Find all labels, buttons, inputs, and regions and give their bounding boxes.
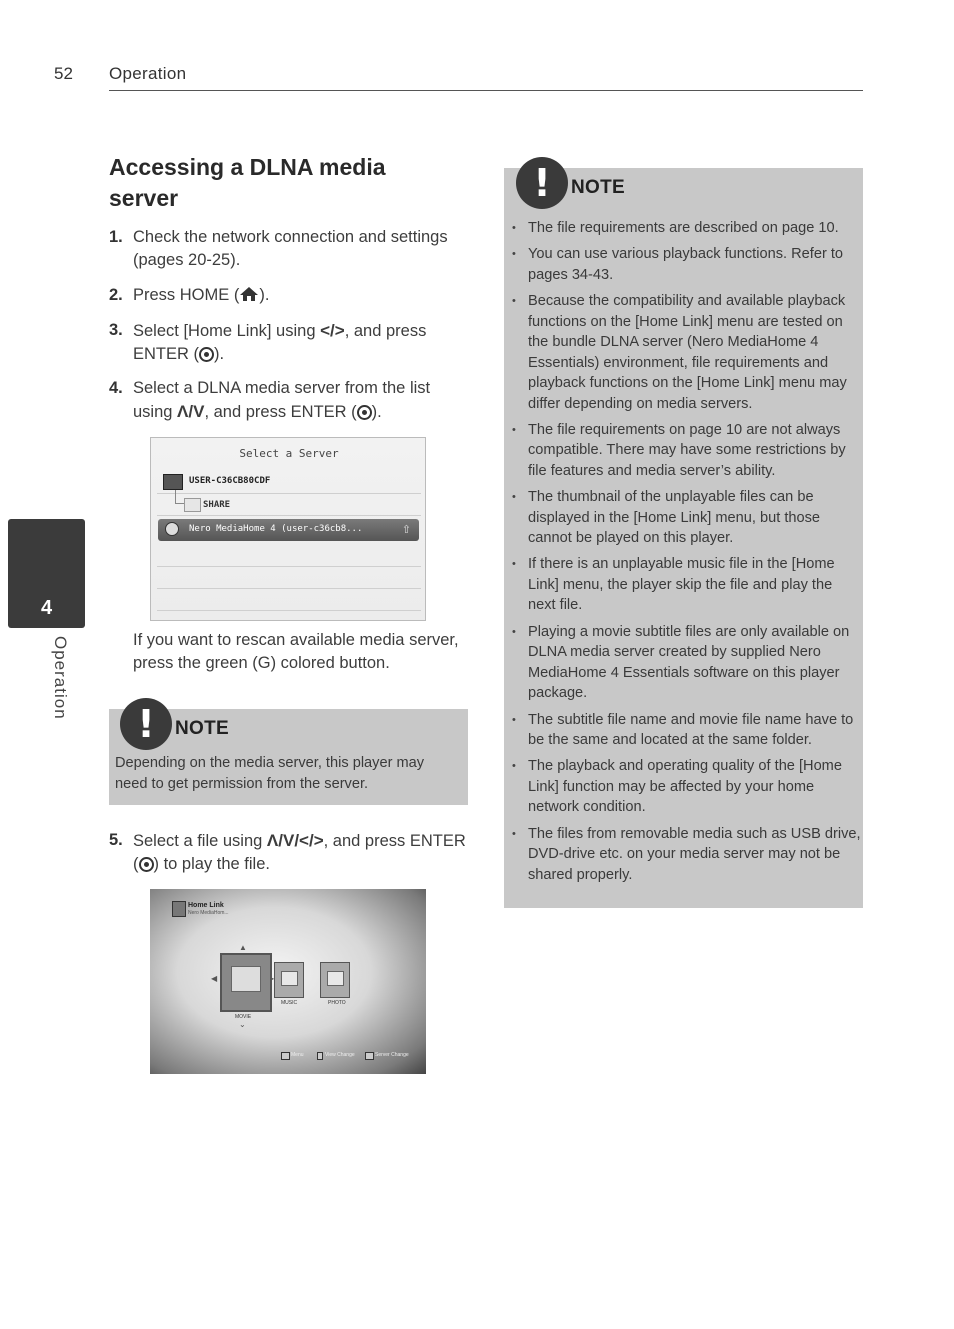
server-name: USER-C36CB80CDF — [189, 476, 271, 486]
tile-caption: MOVIE — [235, 1014, 252, 1020]
step-text: Select [Home Link] using — [133, 322, 321, 340]
note-item: • Because the compatibility and available playback functions on the [Home Link] menu are tested on the bundle DLNA server (Nero MediaHome 4 Essentials) environment, file requirements and playback functions on the [Home Link] menu may differ depending on media servers. — [512, 291, 862, 414]
server-select-screenshot — [150, 437, 426, 621]
note-item: • The files from removable media such as USB drive, DVD-drive etc. on your media server may not be shared properly. — [512, 824, 862, 886]
left-right-arrows: </> — [320, 321, 345, 340]
folder-icon — [327, 971, 344, 986]
computer-icon — [163, 474, 183, 490]
chapter-number: 4 — [40, 597, 53, 619]
step-text: Select a file using — [133, 832, 267, 850]
media-server-icon — [165, 522, 179, 536]
note-box — [109, 702, 468, 805]
home-link-icon — [172, 901, 186, 917]
scroll-up-icon: ⇧ — [401, 524, 411, 536]
step-text-mid: , and press ENTER ( — [204, 403, 357, 421]
up-down-arrows: Λ/V — [177, 402, 205, 421]
enter-icon — [199, 347, 214, 362]
step-text-end: ). — [214, 345, 225, 363]
step-text: Press HOME ( — [133, 286, 240, 304]
step-number: 1. — [109, 228, 123, 246]
step-text-end: ). — [259, 286, 270, 304]
footer-server-change-label: Server Change — [375, 1052, 409, 1058]
arrow-down-icon: ⌄ — [239, 1020, 246, 1029]
direction-arrows: Λ/V/</> — [266, 831, 324, 850]
divider — [157, 588, 421, 589]
section-title: Operation — [109, 64, 187, 83]
step-3 — [109, 319, 474, 366]
divider — [157, 493, 421, 494]
step-text: Check the network connection and settings (pages 20-25). — [133, 228, 448, 269]
enter-icon — [357, 405, 372, 420]
divider — [157, 515, 421, 516]
exclamation-icon: ! — [120, 698, 172, 750]
note-list — [512, 218, 862, 891]
step-text: Select a DLNA media server from the list using — [133, 379, 431, 421]
step-text-mid: , and press ENTER ( — [133, 322, 427, 363]
step-number: 4. — [109, 379, 123, 397]
step-text-mid: , and press ENTER ( — [133, 832, 466, 873]
menu-button-icon — [281, 1052, 290, 1060]
note-text: Depending on the media server, this player may need to get permission from the server. — [115, 755, 425, 792]
footer-view-change-label: View Change — [325, 1052, 355, 1058]
folder-icon — [281, 971, 298, 986]
note-item: • If there is an unplayable music file in the [Home Link] menu, the player skip the file and play the next file. — [512, 554, 862, 616]
footer-menu-label: Menu — [291, 1052, 304, 1058]
screen-title: Select a Server — [239, 447, 339, 460]
page-number: 52 — [54, 64, 73, 83]
folder-icon — [231, 966, 261, 992]
tree-connector — [175, 490, 184, 504]
step-text-end: ) to play the file. — [153, 855, 270, 873]
home-link-title: Home Link — [188, 902, 224, 909]
arrow-up-icon: ▲ — [239, 943, 247, 952]
share-folder-label: SHARE — [203, 500, 231, 510]
note-item: • Playing a movie subtitle files are only available on DLNA media server created by supplied Nero MediaHome 4 Essentials software on this player package. — [512, 622, 862, 704]
step-4 — [109, 377, 474, 424]
note-item: • The subtitle file name and movie file name have to be the same and located at the same folder. — [512, 710, 862, 751]
tile-caption: PHOTO — [328, 1000, 346, 1006]
divider — [157, 610, 421, 611]
folder-icon — [184, 498, 201, 512]
note-item: • You can use various playback functions. Refer to pages 34-43. — [512, 244, 862, 285]
rescan-instruction: If you want to rescan available media server, press the green (G) colored button. — [133, 631, 459, 672]
page-heading: Accessing a DLNA media server — [109, 154, 386, 211]
note-item: • The file requirements are described on page 10. — [512, 218, 862, 239]
chapter-label: Operation — [51, 636, 70, 720]
home-link-screenshot — [150, 889, 426, 1074]
selected-server-name: Nero MediaHome 4 (user-c36cb8... — [189, 524, 363, 534]
selected-server-row — [158, 519, 419, 541]
note-box-large — [504, 161, 863, 908]
photo-folder-tile — [320, 962, 350, 998]
step-number: 2. — [109, 286, 123, 304]
header-divider — [109, 90, 863, 91]
exclamation-icon: ! — [516, 157, 568, 209]
movie-folder-tile — [220, 953, 272, 1012]
note-item: • The file requirements on page 10 are not always compatible. There may have some restrictions by file features and media server’s ability. — [512, 420, 862, 482]
music-folder-tile — [274, 962, 304, 998]
arrow-left-icon: ◀ — [211, 974, 218, 983]
note-item: • The thumbnail of the unplayable files can be displayed in the [Home Link] menu, but those cannot be played on this player. — [512, 487, 862, 549]
server-change-icon — [365, 1052, 374, 1060]
step-1 — [109, 226, 474, 272]
note-label: NOTE — [175, 718, 229, 739]
note-label: NOTE — [571, 177, 625, 198]
tile-caption: MUSIC — [281, 1000, 298, 1006]
note-item: • The playback and operating quality of the [Home Link] function may be affected by your home network condition. — [512, 756, 862, 818]
chapter-tab — [8, 519, 85, 628]
step-number: 5. — [109, 831, 123, 849]
step-5 — [109, 829, 474, 876]
enter-icon — [139, 857, 154, 872]
view-change-icon — [317, 1052, 323, 1060]
step-number: 3. — [109, 321, 123, 339]
divider — [157, 566, 421, 567]
home-icon — [239, 286, 259, 302]
step-text-end: ). — [371, 403, 382, 421]
step-2 — [109, 284, 474, 307]
home-link-subtitle: Nero MediaHom... — [188, 910, 229, 916]
